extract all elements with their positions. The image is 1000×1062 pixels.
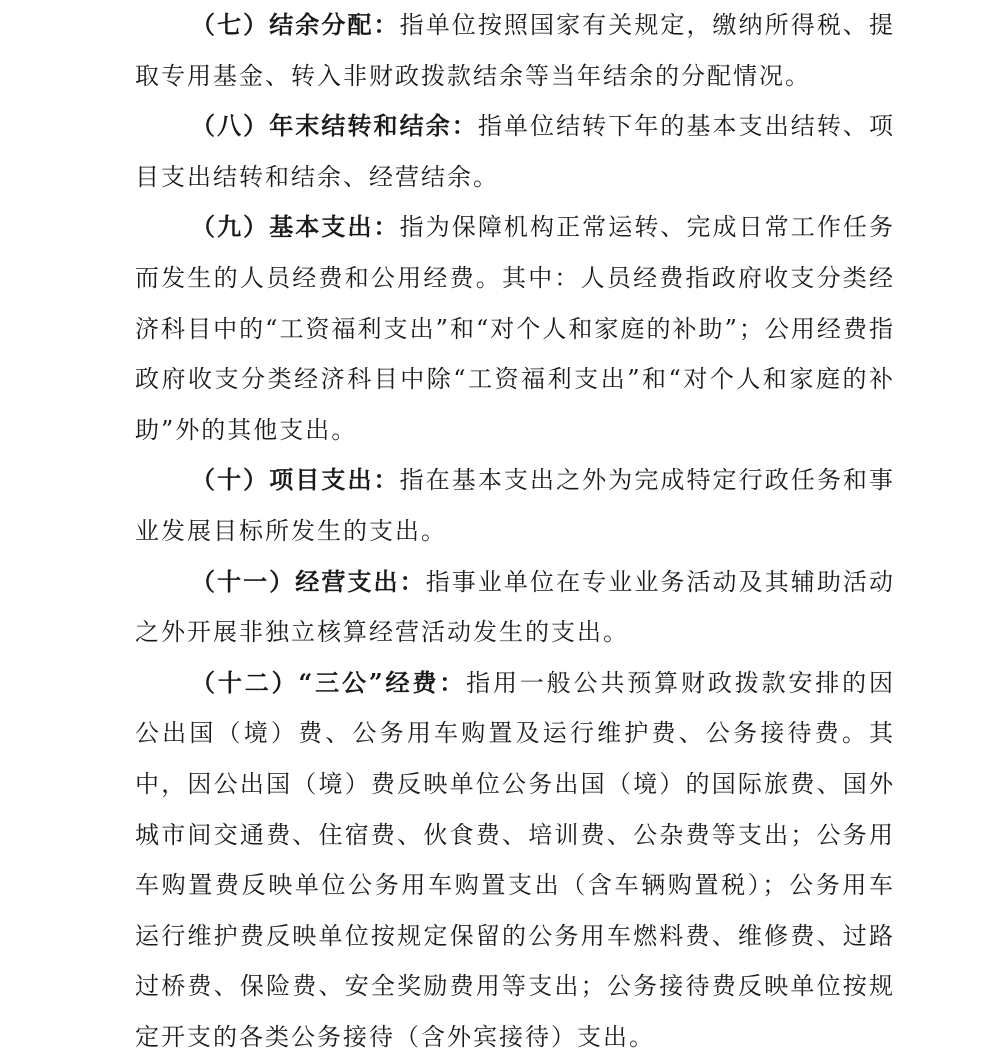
term-year-end-carryover: （八）年末结转和结余： <box>191 111 478 141</box>
term-three-public-expenses: （十二）“三公”经费： <box>191 667 467 697</box>
paragraph-three-public-expenses <box>135 658 895 1062</box>
paragraph-basic-expenditure <box>135 202 895 455</box>
paragraph-year-end-carryover <box>135 101 895 202</box>
definition-year-end-carryover: 指单位结转下年的基本支出结转、项目支出结转和结余、经营结余。 <box>135 112 896 191</box>
term-operating-expenditure: （十一）经营支出： <box>191 566 426 596</box>
term-surplus-distribution: （七）结余分配： <box>191 10 400 39</box>
definition-basic-expenditure: 指为保障机构正常运转、完成日常工作任务而发生的人员经费和公用经费。其中：人员经费指政府收支分类经济科目中的“工资福利支出”和“对个人和家庭的补助”；公用经费指政府收支分类经济科目中除“工资福利支出”和“对个人和家庭的补助”外的其他支出。 <box>135 213 896 444</box>
paragraph-project-expenditure <box>135 455 895 556</box>
document-body <box>135 0 895 1062</box>
definition-surplus-distribution: 指单位按照国家有关规定，缴纳所得税、提取专用基金、转入非财政拨款结余等当年结余的分配情况。 <box>135 11 896 90</box>
definition-operating-expenditure: 指事业单位在专业业务活动及其辅助活动之外开展非独立核算经营活动发生的支出。 <box>135 567 896 647</box>
paragraph-operating-expenditure <box>135 557 895 658</box>
term-project-expenditure: （十）项目支出： <box>191 465 400 495</box>
paragraph-surplus-distribution <box>135 0 895 101</box>
term-basic-expenditure: （九）基本支出： <box>191 212 400 242</box>
definition-three-public-expenses: 指用一般公共预算财政拨款安排的因公出国（境）费、公务用车购置及运行维护费、公务接待费。其中，因公出国（境）费反映单位公务出国（境）的国际旅费、国外城市间交通费、住宿费、伙食费、培训费、公杂费等支出；公务用车购置费反映单位公务用车购置支出（含车辆购置税）；公务用车运行维护费反映单位按规定保留的公务用车燃料费、维修费、过路过桥费、保险费、安全奖励费用等支出；公务接待费反映单位按规定开支的各类公务接待（含外宾接待）支出。 <box>135 668 896 1051</box>
definition-project-expenditure: 指在基本支出之外为完成特定行政任务和事业发展目标所发生的支出。 <box>135 466 896 545</box>
